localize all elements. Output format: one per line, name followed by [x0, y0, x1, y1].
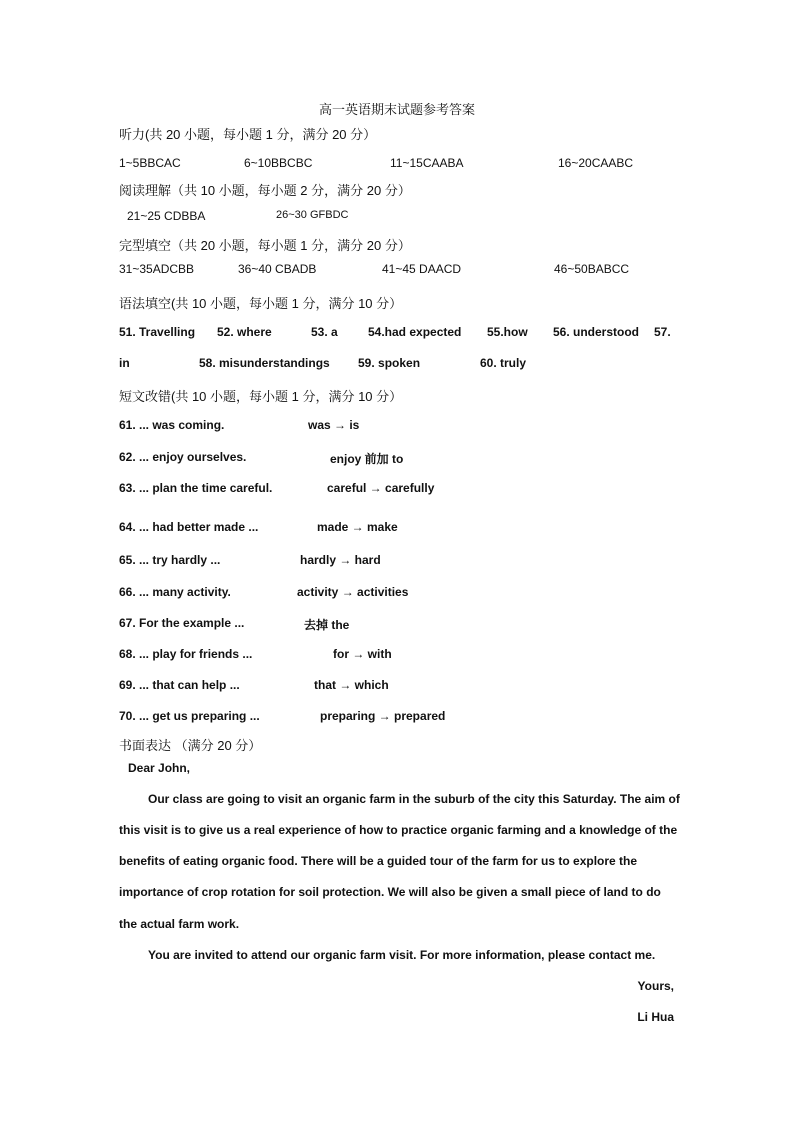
- correction-question: 61. ... was coming.: [119, 418, 225, 432]
- correction-answer: was → is: [308, 418, 360, 432]
- grammar-answer: 55.how: [487, 325, 528, 339]
- listening-answer: 1~5BBCAC: [119, 156, 181, 170]
- cloze-answer: 41~45 DAACD: [382, 262, 462, 276]
- grammar-answer: 56. understood: [553, 325, 640, 339]
- correction-question: 64. ... had better made ...: [119, 520, 259, 534]
- correction-answer: that → which: [314, 678, 389, 692]
- correction-answer: preparing → prepared: [320, 709, 446, 723]
- grammar-answer: 52. where: [217, 325, 272, 339]
- correction-answer: for → with: [333, 647, 392, 661]
- listening-answer: 11~15CAABA: [390, 156, 464, 170]
- reading-answer: 21~25 CDBBA: [127, 209, 206, 223]
- correction-answer: enjoy 前加 to: [330, 452, 404, 466]
- grammar-answer: in: [119, 356, 130, 370]
- letter-line: You are invited to attend our organic farm visit. For more information, please contact me.: [148, 948, 656, 962]
- letter-closing: Yours,: [637, 979, 674, 993]
- correction-question: 70. ... get us preparing ...: [119, 709, 260, 723]
- reading-answer: 26~30 GFBDC: [276, 209, 349, 221]
- letter-line: benefits of eating organic food. There will be a guided tour of the farm for us to explore the: [119, 854, 638, 868]
- correction-question: 69. ... that can help ...: [119, 678, 240, 692]
- correction-answer: careful → carefully: [327, 481, 435, 495]
- grammar-answer: 58. misunderstandings: [199, 356, 330, 370]
- grammar-answer: 53. a: [311, 325, 338, 339]
- correction-question: 67. For the example ...: [119, 616, 245, 630]
- letter-line: this visit is to give us a real experience of how to practice organic farming and a knowledge of the: [119, 823, 678, 837]
- page-title: 高一英语期末试题参考答案: [318, 102, 475, 117]
- grammar-answer: 57.: [654, 325, 671, 339]
- writing-header: 书面表达 （满分 20 分）: [119, 738, 262, 753]
- grammar-answer: 51. Travelling: [119, 325, 196, 339]
- listening-answer: 16~20CAABC: [558, 156, 634, 170]
- grammar-answer: 54.had expected: [368, 325, 462, 339]
- listening-header: 听力(共 20 小题，每小题 1 分，满分 20 分）: [119, 127, 377, 142]
- correction-question: 65. ... try hardly ...: [119, 553, 221, 567]
- reading-header: 阅读理解（共 10 小题，每小题 2 分，满分 20 分）: [119, 183, 411, 198]
- correction-header: 短文改错(共 10 小题，每小题 1 分，满分 10 分）: [119, 389, 403, 404]
- cloze-answer: 31~35ADCBB: [119, 262, 195, 276]
- cloze-answer: 36~40 CBADB: [238, 262, 317, 276]
- correction-question: 68. ... play for friends ...: [119, 647, 253, 661]
- correction-answer: made → make: [317, 520, 398, 534]
- listening-answer: 6~10BBCBC: [244, 156, 313, 170]
- correction-question: 66. ... many activity.: [119, 585, 231, 599]
- letter-line: the actual farm work.: [119, 917, 240, 931]
- grammar-answer: 60. truly: [480, 356, 527, 370]
- letter-line: Our class are going to visit an organic farm in the suburb of the city this Saturday. The aim of: [148, 792, 680, 806]
- cloze-header: 完型填空（共 20 小题，每小题 1 分，满分 20 分）: [119, 238, 411, 253]
- letter-signature: Li Hua: [637, 1010, 674, 1024]
- cloze-answer: 46~50BABCC: [554, 262, 630, 276]
- grammar-header: 语法填空(共 10 小题，每小题 1 分，满分 10 分）: [119, 296, 403, 311]
- correction-question: 62. ... enjoy ourselves.: [119, 450, 247, 464]
- letter-line: importance of crop rotation for soil protection. We will also be given a small piece of land to do: [119, 885, 661, 899]
- correction-answer: activity → activities: [297, 585, 409, 599]
- correction-answer: hardly → hard: [300, 553, 381, 567]
- correction-answer: 去掉 the: [304, 618, 350, 632]
- grammar-answer: 59. spoken: [358, 356, 421, 370]
- letter-salutation: Dear John,: [128, 761, 191, 775]
- correction-question: 63. ... plan the time careful.: [119, 481, 273, 495]
